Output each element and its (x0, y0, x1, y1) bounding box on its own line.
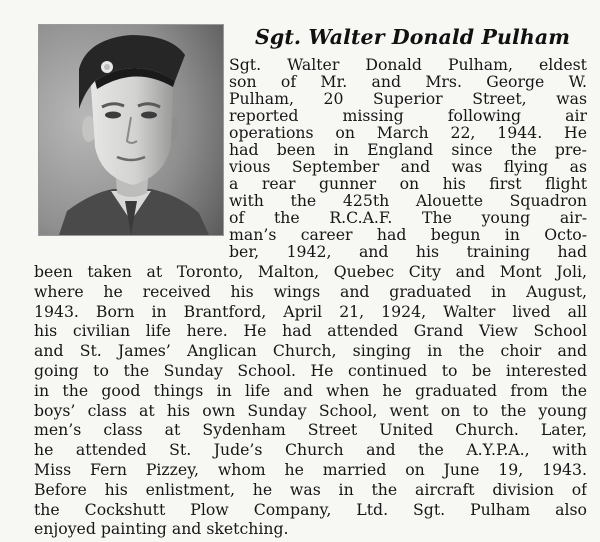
text-line: Miss Fern Pizzey, whom he married on June 19, 1943. (34, 460, 587, 479)
text-line: his civilian life here. He had attended Grand View School (34, 321, 587, 340)
text-line: with the 425th Alouette Squadron (229, 191, 587, 210)
article-title: Sgt. Walter Donald Pulham (255, 25, 571, 49)
text-line: and St. James’ Anglican Church, singing in the choir and (34, 341, 587, 360)
text-line: men’s class at Sydenham Street United Church. Later, (34, 420, 587, 439)
text-line: he attended St. Jude’s Church and the A.Y.P.A., with (34, 440, 587, 459)
text-line: man’s career had begun in Octo- (229, 225, 587, 244)
text-line: boys’ class at his own Sunday School, went on to the young (34, 401, 587, 420)
text-line: of the R.C.A.F. The young air- (229, 208, 587, 227)
text-line: enjoyed painting and sketching. (34, 519, 289, 538)
text-line: going to the Sunday School. He continued to be interested (34, 361, 587, 380)
text-line: Before his enlistment, he was in the aircraft division of (34, 480, 587, 499)
text-line: in the good things in life and when he graduated from the (34, 381, 587, 400)
text-line: reported missing following air (229, 106, 587, 125)
text-line: operations on March 22, 1944. He (229, 123, 587, 142)
text-line: been taken at Toronto, Malton, Quebec City and Mont Joli, (34, 262, 587, 281)
text-line: son of Mr. and Mrs. George W. (229, 72, 587, 91)
text-line: 1943. Born in Brantford, April 21, 1924, Walter lived all (34, 302, 587, 321)
text-line: vious September and was flying as (229, 157, 587, 176)
text-line: the Cockshutt Plow Company, Ltd. Sgt. Pulham also (34, 500, 587, 519)
text-line: had been in England since the pre- (229, 140, 587, 159)
text-line: ber, 1942, and his training had (229, 242, 587, 261)
portrait-photo (38, 24, 224, 236)
text-line: Pulham, 20 Superior Street, was (229, 89, 587, 108)
text-line: Sgt. Walter Donald Pulham, eldest (229, 55, 587, 74)
text-line: a rear gunner on his first flight (229, 174, 587, 193)
text-line: where he received his wings and graduated in August, (34, 282, 587, 301)
